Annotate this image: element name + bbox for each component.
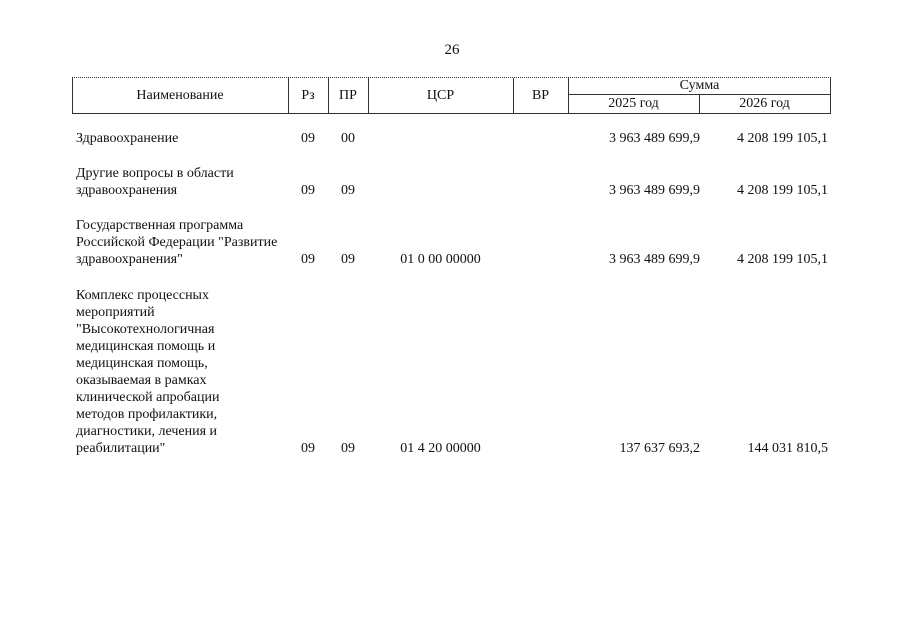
header-year-2025: 2025 год xyxy=(568,95,699,114)
table-header xyxy=(72,77,831,114)
row-rz: 09 xyxy=(301,131,315,146)
row-sum-2026: 4 208 199 105,1 xyxy=(737,131,828,146)
row-pr: 09 xyxy=(341,252,355,267)
row-sum-2026: 4 208 199 105,1 xyxy=(737,252,828,267)
row-sum-2026: 4 208 199 105,1 xyxy=(737,183,828,198)
header-name: Наименование xyxy=(136,88,224,103)
row-sum-2025: 137 637 693,2 xyxy=(619,441,700,456)
row-sum-2025: 3 963 489 699,9 xyxy=(609,183,700,198)
header-year-2026: 2026 год xyxy=(699,95,830,114)
table-row xyxy=(0,217,904,268)
page-number: 26 xyxy=(444,42,460,58)
row-name: Другие вопросы в области здравоохранения xyxy=(76,166,234,198)
row-sum-2026: 144 031 810,5 xyxy=(747,441,828,456)
header-rz: Рз xyxy=(301,88,315,103)
table-row xyxy=(0,165,904,199)
header-pr: ПР xyxy=(339,88,357,103)
row-pr: 09 xyxy=(341,183,355,198)
header-csr: ЦСР xyxy=(426,88,455,103)
row-rz: 09 xyxy=(301,183,315,198)
row-csr: 01 4 20 00000 xyxy=(400,441,481,456)
table-row xyxy=(0,286,904,457)
row-name: Здравоохранение xyxy=(76,131,179,146)
row-pr: 09 xyxy=(341,441,355,456)
header-sum: Сумма xyxy=(568,78,831,95)
row-csr: 01 0 00 00000 xyxy=(400,252,481,267)
row-sum-2025: 3 963 489 699,9 xyxy=(609,252,700,267)
row-name: Комплекс процессных мероприятий "Высокотехнологичная медицинская помощь и медицинская помощь, оказываемая в рамках клинической апробации методов профилактики, диагностики, лечения и реабилитации" xyxy=(76,288,220,456)
row-name: Государственная программа Российской Федерации "Развитие здравоохранения" xyxy=(76,218,278,267)
row-sum-2025: 3 963 489 699,9 xyxy=(609,131,700,146)
table-row xyxy=(0,130,904,147)
row-rz: 09 xyxy=(301,441,315,456)
row-pr: 00 xyxy=(341,131,355,146)
row-rz: 09 xyxy=(301,252,315,267)
header-vr: ВР xyxy=(531,88,550,103)
